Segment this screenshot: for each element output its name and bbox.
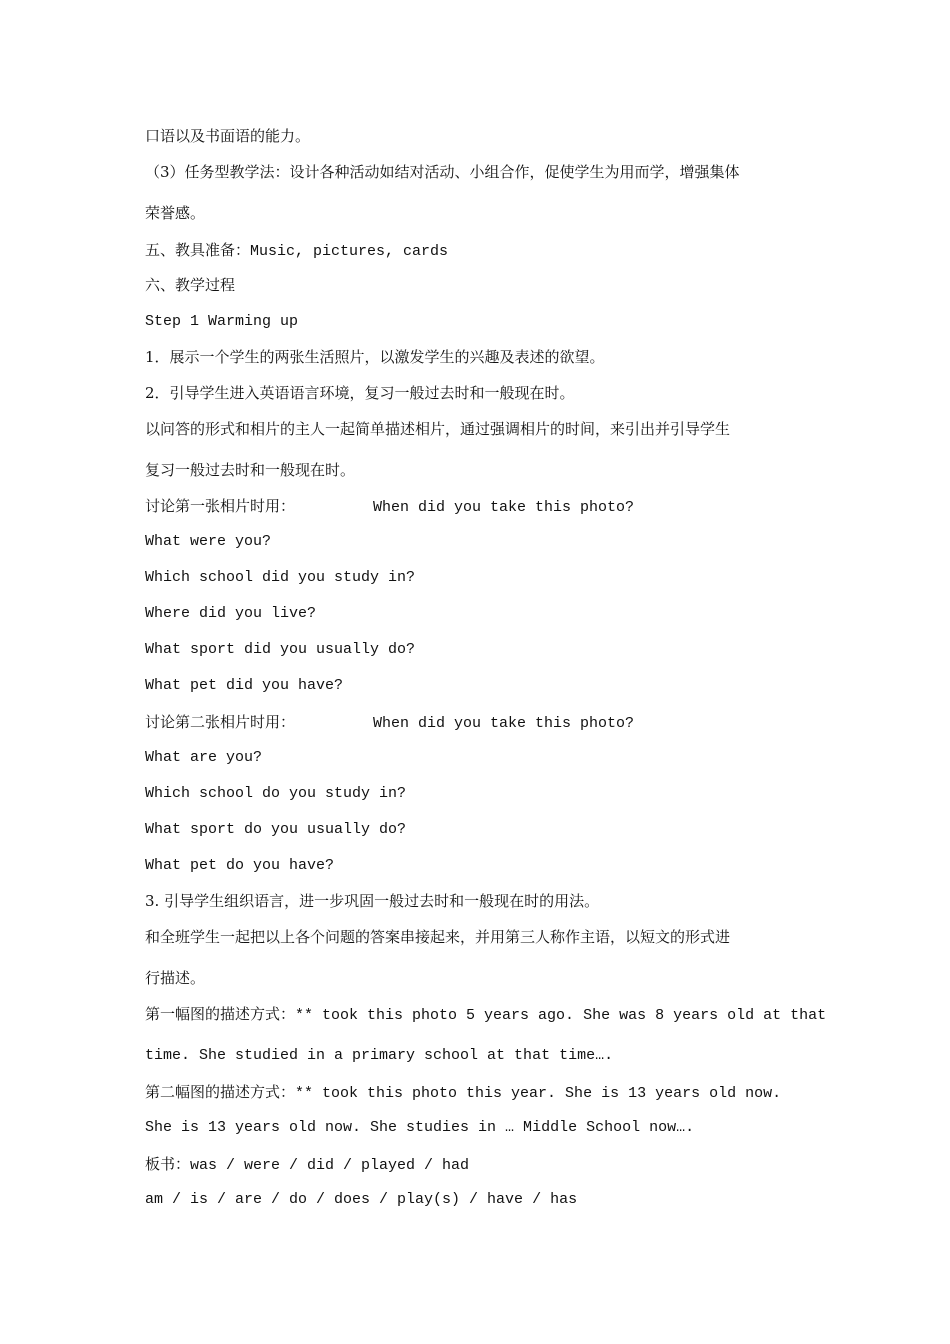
paragraph-line — [145, 347, 825, 367]
paragraph-line — [145, 927, 825, 947]
teaching-aids-list: Music, pictures, cards — [250, 243, 449, 260]
step-heading — [145, 312, 825, 332]
step-heading-text: Step 1 Warming up — [145, 313, 299, 330]
blackboard-label: 板书： — [145, 1155, 191, 1173]
description-text: She is 13 years old now. She studies in … Middle School now…. — [145, 1119, 695, 1136]
paragraph-text: 3. 引导学生组织语言，进一步巩固一般过去时和一般现在时的用法。 — [145, 892, 600, 910]
blackboard-present-line — [145, 1190, 825, 1210]
paragraph-line — [145, 419, 825, 439]
description-line — [145, 1046, 825, 1066]
question-line — [145, 820, 825, 840]
paragraph-text: 复习一般过去时和一般现在时。 — [145, 461, 356, 479]
paragraph-text: 行描述。 — [145, 969, 206, 987]
blackboard-present-forms: am / is / are / do / does / play(s) / have / has — [145, 1191, 578, 1208]
description-text: ** took this photo this year. She is 13 years old now. — [295, 1085, 782, 1102]
photo-two-question-line — [145, 712, 825, 734]
question-text: When did you take this photo? — [373, 715, 635, 732]
question-line — [145, 784, 825, 804]
paragraph-text: 口语以及书面语的能力。 — [145, 127, 311, 145]
question-line — [145, 640, 825, 660]
description-text: ** took this photo 5 years ago. She was 8 years old at that — [295, 1007, 827, 1024]
paragraph-text: 以问答的形式和相片的主人一起简单描述相片，通过强调相片的时间，来引出并引导学生 — [145, 420, 731, 438]
question-text: Where did you live? — [145, 605, 317, 622]
photo-one-question-line — [145, 496, 825, 518]
photo-one-label: 讨论第一张相片时用： — [145, 497, 296, 515]
paragraph-text: 和全班学生一起把以上各个问题的答案串接起来，并用第三人称作主语，以短文的形式进 — [145, 928, 731, 946]
paragraph-line — [145, 891, 825, 911]
teaching-aids-label: 五、教具准备： — [145, 241, 251, 259]
section-heading — [145, 275, 825, 295]
question-text: What were you? — [145, 533, 272, 550]
paragraph-text: 荣誉感。 — [145, 204, 206, 222]
picture-two-label: 第二幅图的描述方式： — [145, 1083, 296, 1101]
description-line — [145, 1118, 825, 1138]
paragraph-text: 2．引导学生进入英语语言环境，复习一般过去时和一般现在时。 — [145, 384, 575, 402]
picture-one-label: 第一幅图的描述方式： — [145, 1005, 296, 1023]
description-text: time. She studied in a primary school at that time…. — [145, 1047, 614, 1064]
question-text: What are you? — [145, 749, 263, 766]
paragraph-text: （3）任务型教学法：设计各种活动如结对活动、小组合作，促使学生为用而学，增强集体 — [145, 163, 740, 181]
question-text: What pet do you have? — [145, 857, 335, 874]
question-text: Which school did you study in? — [145, 569, 416, 586]
question-text: What sport do you usually do? — [145, 821, 407, 838]
paragraph-line — [145, 126, 825, 146]
question-text: What pet did you have? — [145, 677, 344, 694]
paragraph-line — [145, 162, 825, 182]
blackboard-line — [145, 1154, 825, 1176]
question-text: What sport did you usually do? — [145, 641, 416, 658]
paragraph-text: 1．展示一个学生的两张生活照片，以激发学生的兴趣及表述的欲望。 — [145, 348, 605, 366]
picture-two-description-line — [145, 1082, 825, 1104]
blackboard-past-forms: was / were / did / played / had — [190, 1157, 470, 1174]
section-heading-text: 六、教学过程 — [145, 276, 236, 294]
photo-two-label: 讨论第二张相片时用： — [145, 713, 296, 731]
paragraph-line — [145, 460, 825, 480]
teaching-aids-line — [145, 240, 825, 262]
question-line — [145, 856, 825, 876]
paragraph-line — [145, 383, 825, 403]
question-line — [145, 568, 825, 588]
question-line — [145, 676, 825, 696]
question-text: When did you take this photo? — [373, 499, 635, 516]
paragraph-line — [145, 203, 825, 223]
question-line — [145, 604, 825, 624]
picture-one-description-line — [145, 1004, 825, 1026]
paragraph-line — [145, 968, 825, 988]
question-line — [145, 532, 825, 552]
question-line — [145, 748, 825, 768]
question-text: Which school do you study in? — [145, 785, 407, 802]
